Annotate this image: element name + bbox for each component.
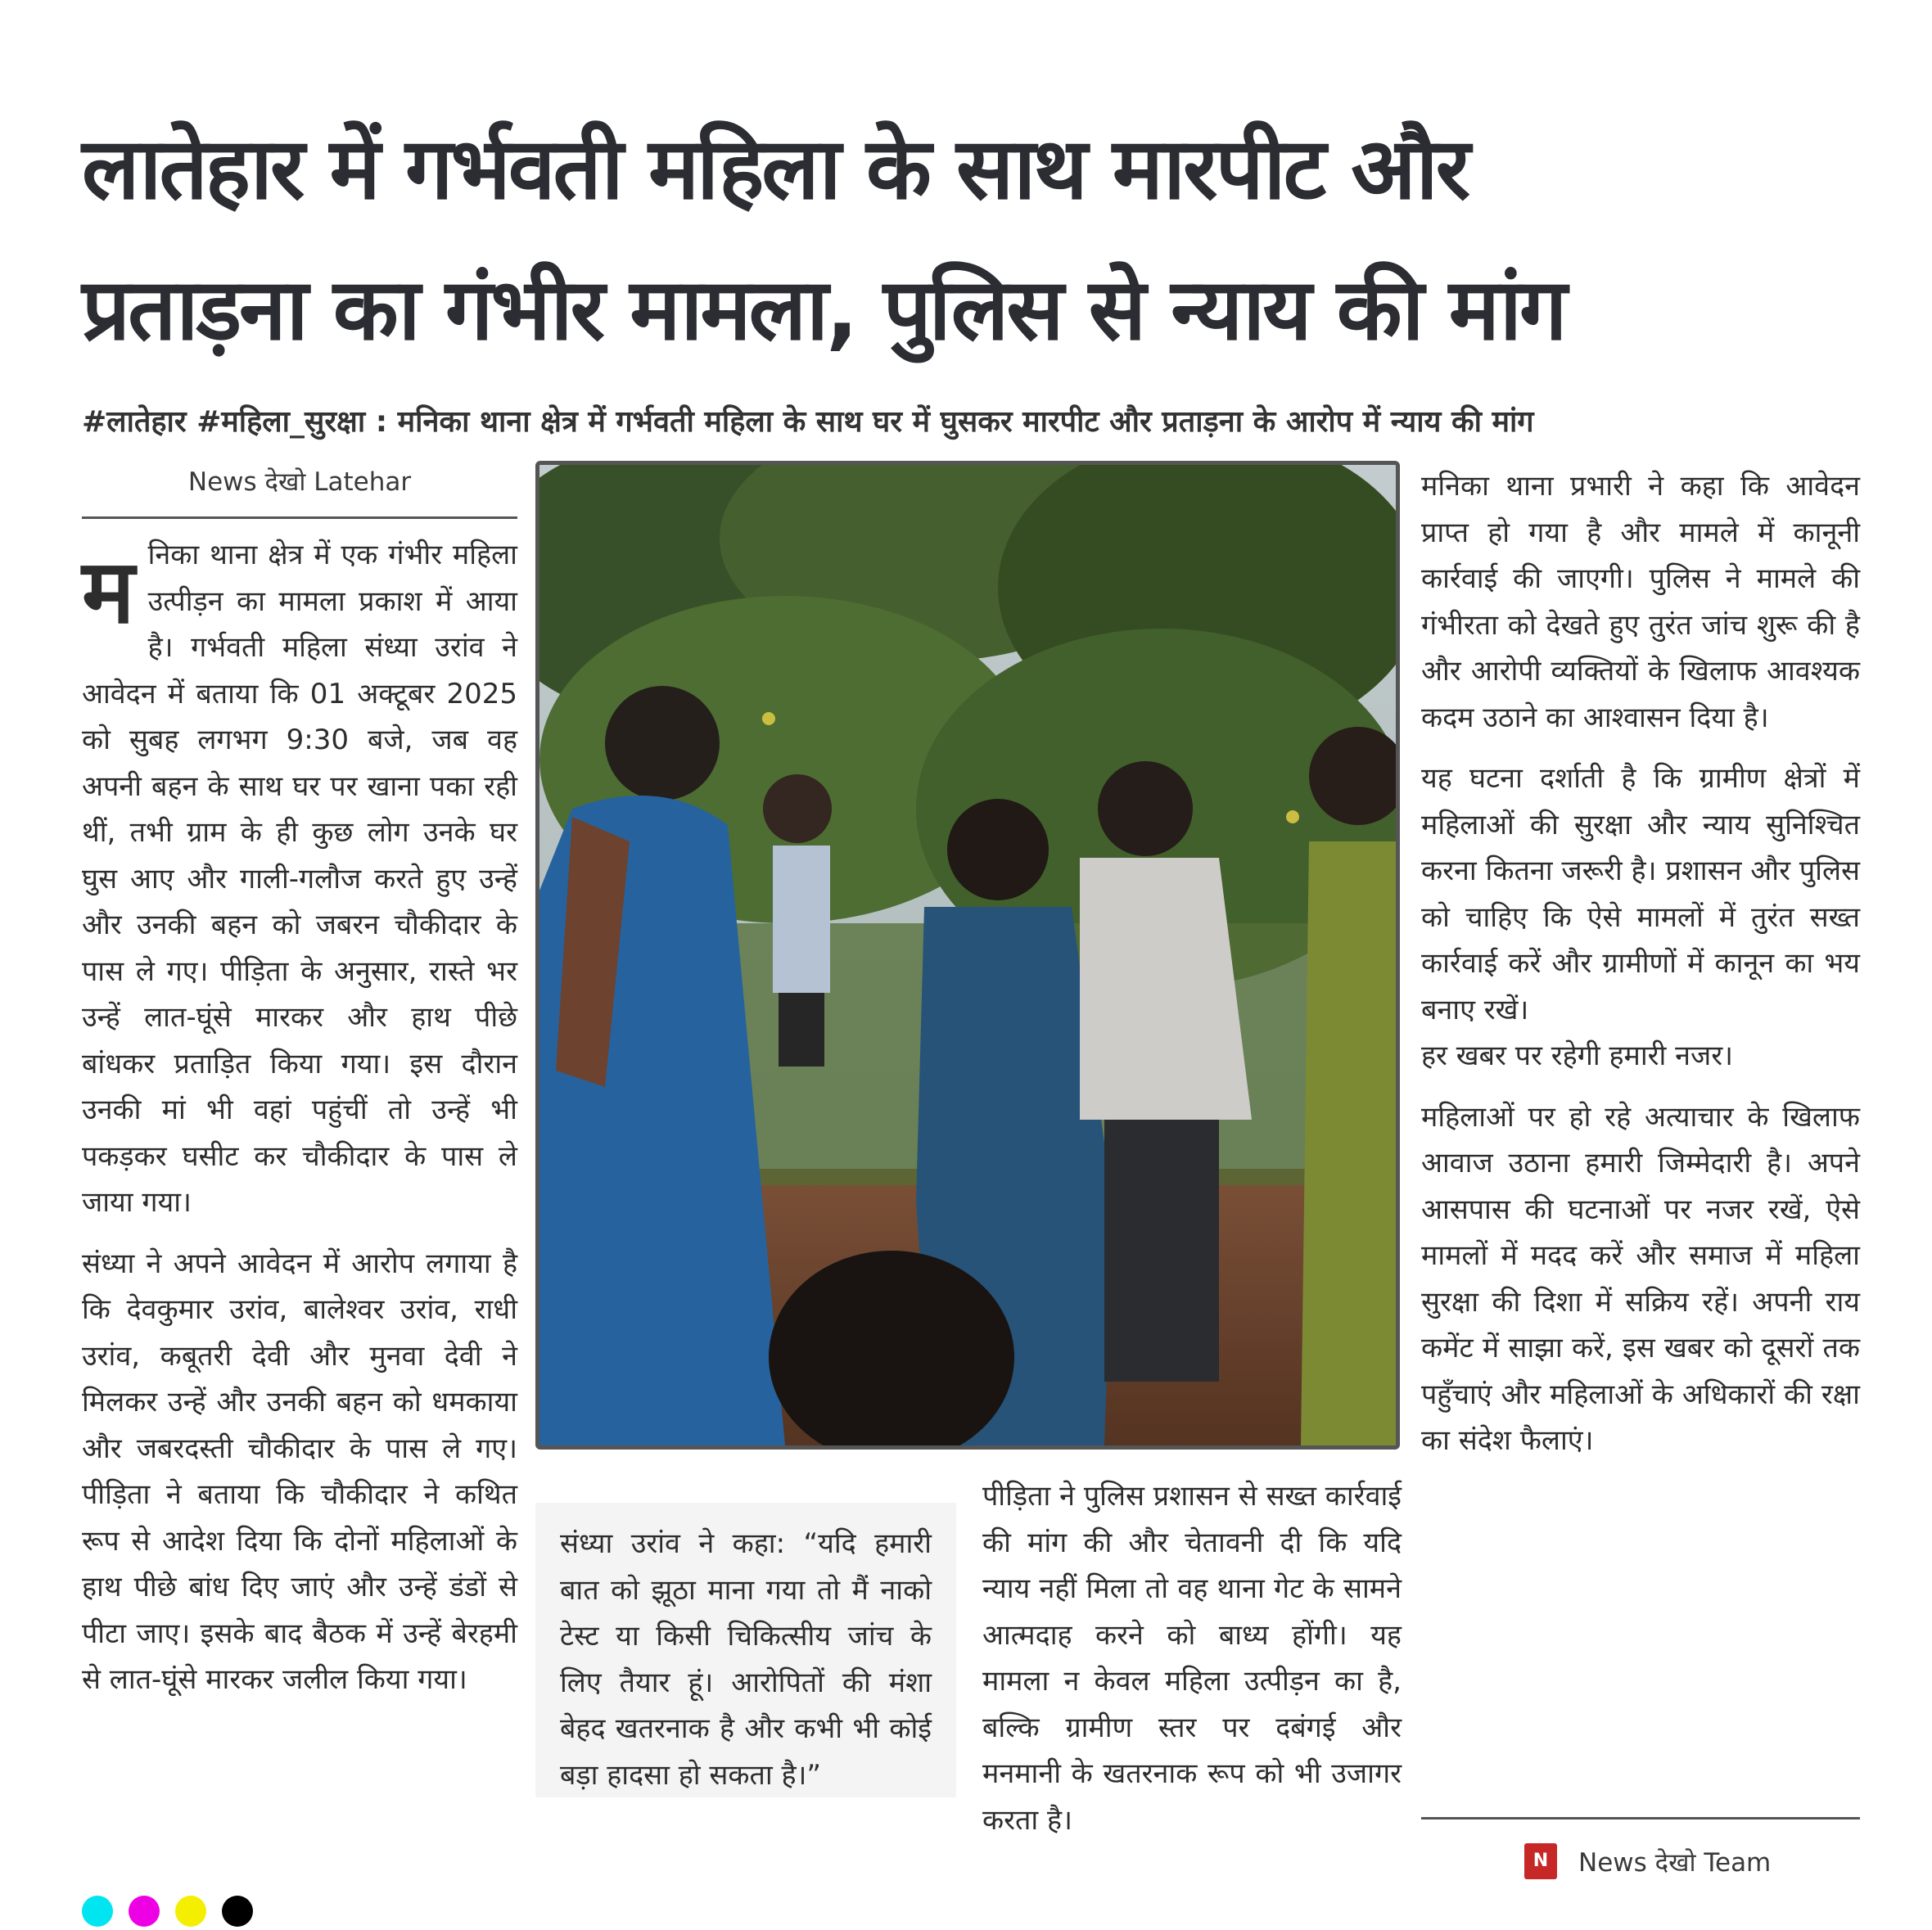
headline-line-2: प्रताड़ना का गंभीर मामला, पुलिस से न्याय की मांग [82, 259, 1565, 359]
left-paragraph-1 [82, 532, 517, 1226]
yellow-dot [175, 1896, 206, 1927]
middle-paragraph-1: पीड़िता ने पुलिस प्रशासन से सख्त कार्रवाई की मांग की और चेतावनी दी कि यदि न्याय नहीं मिला तो वह थाना गेट के सामने आत्मदाह करने को बाध्य होंगी। यह मामला न केवल महिला उत्पीड़न का है, बल्कि ग्रामीण स्तर पर दबंगई और मनमानी के खतरनाक रूप को भी उजागर करता है। [982, 1480, 1402, 1837]
cyan-dot [82, 1896, 113, 1927]
left-column [82, 532, 517, 1718]
pull-quote: संध्या उरांव ने कहा: “यदि हमारी बात को झूठा माना गया तो मैं नाको टेस्ट या किसी चिकित्सीय जांच के लिए तैयार हूं। आरोपितों की मंशा बेहद खतरनाक है और कभी भी कोई बड़ा हादसा हो सकता है।” [535, 1503, 956, 1797]
right-divider [1421, 1817, 1860, 1820]
headline-line-1: लातेहार में गर्भवती महिला के साथ मारपीट और [82, 119, 1469, 219]
left-paragraph-2: संध्या ने अपने आवेदन में आरोप लगाया है कि देवकुमार उरांव, बालेश्वर उरांव, राधी उरांव, कबूतरी देवी और मुनवा देवी ने मिलकर उन्हें और उनकी बहन को धमकाया और जबरदस्ती चौकीदार के पास ले गए। पीड़िता ने बताया कि चौकीदार ने कथित रूप से आदेश दिया कि दोनों महिलाओं के हाथ पीछे बांध दिए जाएं और उन्हें डंडों से पीटा जाए। इसके बाद बैठक में उन्हें बेरहमी से लात-घूंसे मारकर जलील किया गया। [82, 1247, 517, 1696]
magenta-dot [129, 1896, 160, 1927]
black-dot [222, 1896, 253, 1927]
right-paragraph-2 [1421, 755, 1860, 1080]
headline [82, 98, 1850, 380]
right-paragraph-2-text: यह घटना दर्शाती है कि ग्रामीण क्षेत्रों में महिलाओं की सुरक्षा और न्याय सुनिश्चित करना कितना जरूरी है। प्रशासन और पुलिस को चाहिए कि ऐसे मामलों में तुरंत सख्त कार्रवाई करें और ग्रामीणों में कानून का भय बनाए रखें। [1421, 762, 1860, 1026]
news-photo [535, 461, 1400, 1450]
byline: News देखो Latehar [82, 464, 517, 519]
right-paragraph-1: मनिका थाना प्रभारी ने कहा कि आवेदन प्राप्त हो गया है और मामले में कानूनी कार्रवाई की जाएगी। पुलिस ने मामले की गंभीरता को देखते हुए तुरंत जांच शुरू की है और आरोपी व्यक्तियों के खिलाफ आवश्यक कदम उठाने का आश्वासन दिया है। [1421, 470, 1860, 734]
middle-column [982, 1473, 1402, 1858]
right-paragraph-2-tagline: हर खबर पर रहेगी हमारी नजर। [1421, 1039, 1734, 1072]
news-dekho-logo-icon: N [1524, 1843, 1557, 1879]
photo-scene-illustration [539, 465, 1396, 1445]
right-column [1421, 463, 1860, 1479]
right-paragraph-3: महिलाओं पर हो रहे अत्याचार के खिलाफ आवाज उठाना हमारी जिम्मेदारी है। अपने आसपास की घटनाओं पर नजर रखें, ऐसे मामलों में मदद करें और समाज में महिला सुरक्षा की दिशा में सक्रिय रहें। अपनी राय कमेंट में साझा करें, इस खबर को दूसरों तक पहुँचाएं और महिलाओं के अधिकारों की रक्षा का संदेश फैलाएं। [1421, 1100, 1860, 1457]
left-paragraph-1-text: निका थाना क्षेत्र में एक गंभीर महिला उत्पीड़न का मामला प्रकाश में आया है। गर्भवती महिला संध्या उरांव ने आवेदन में बताया कि 01 अक्टूबर 2025 को सुबह लगभग 9:30 बजे, जब वह अपनी बहन के साथ घर पर खाना पका रही थीं, तभी ग्राम के ही कुछ लोग उनके घर घुस आए और गाली-गलौज करते हुए उन्हें और उनकी बहन को जबरन चौकीदार के पास ले गए। पीड़िता के अनुसार, रास्ते भर उन्हें लात-घूंसे मारकर और हाथ पीछे बांधकर प्रताड़ित किया गया। इस दौरान उनकी मां भी वहां पहुंचीं तो उन्हें भी पकड़कर घसीट कर चौकीदार के पास ले जाया गया। [82, 539, 517, 1219]
subheadline: #लातेहार #महिला_सुरक्षा : मनिका थाना क्षेत्र में गर्भवती महिला के साथ घर में घुसकर मारपीट और प्रताड़ना के आरोप में न्याय की मांग [82, 405, 1534, 439]
registration-marks [82, 1896, 264, 1930]
team-credit: News देखो Team [1578, 1848, 1772, 1878]
dropcap: म [82, 541, 135, 643]
